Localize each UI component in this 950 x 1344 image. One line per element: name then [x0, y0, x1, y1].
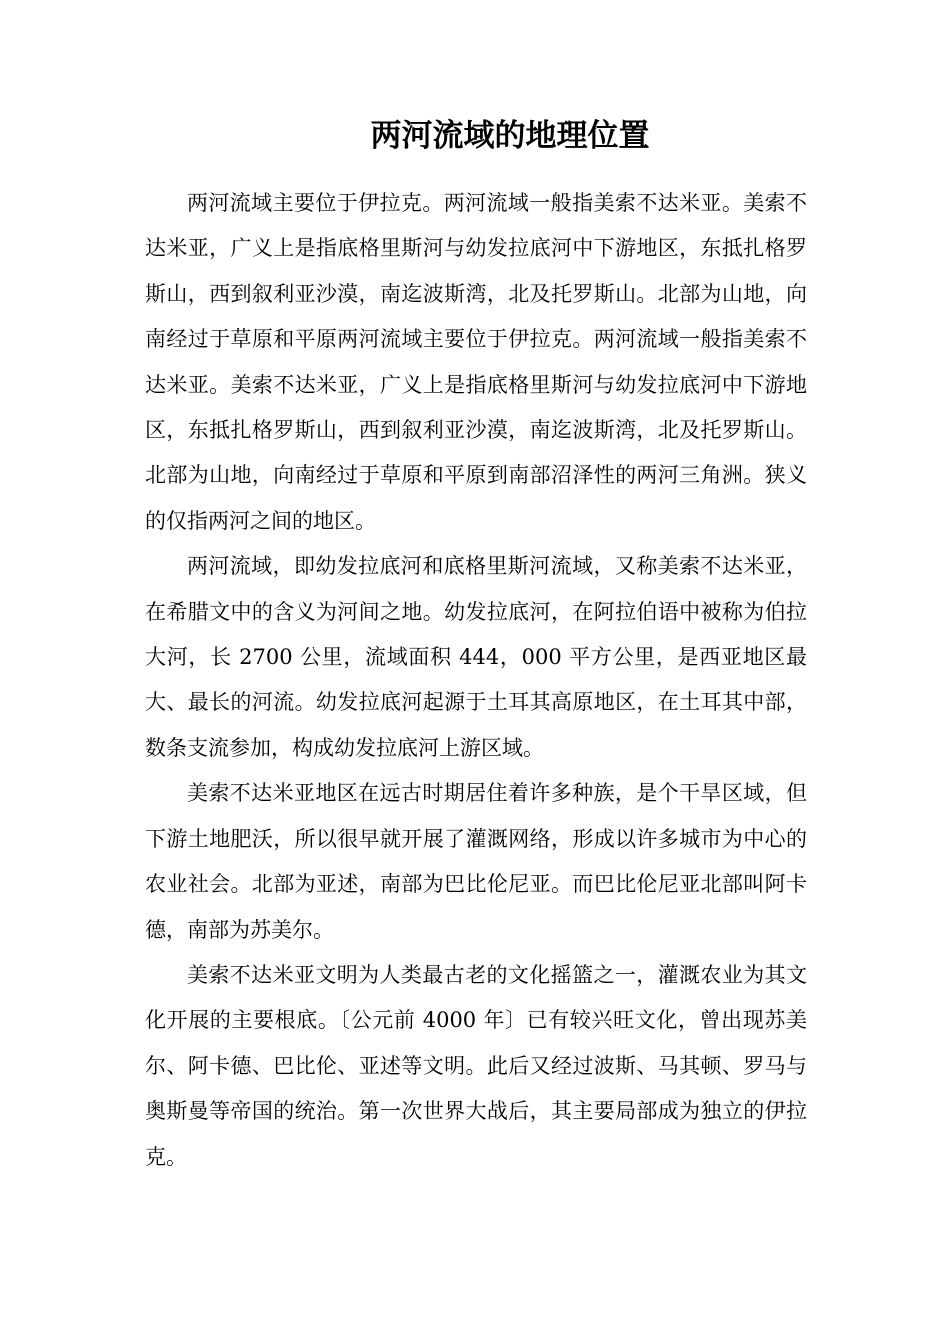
document-title: 两河流域的地理位置 [370, 118, 650, 154]
document-body [145, 181, 807, 1180]
paragraph-2: 两河流域，即幼发拉底河和底格里斯河流域，又称美索不达米亚，在希腊文中的含义为河间之地。幼发拉底河，在阿拉伯语中被称为伯拉大河，长 2700 公里，流域面积 444，000 平方公里，是西亚地区最大、最长的河流。幼发拉底河起源于土耳其高原地区，在土耳其中部，数条支流参加，构成幼发拉底河上游区域。 [145, 554, 807, 760]
paragraph-3: 美索不达米亚地区在远古时期居住着许多种族，是个干旱区域，但下游土地肥沃，所以很早就开展了灌溉网络，形成以许多城市为中心的农业社会。北部为亚述，南部为巴比伦尼亚。而巴比伦尼亚北部叫阿卡德，南部为苏美尔。 [145, 781, 807, 942]
paragraph-4: 美索不达米亚文明为人类最古老的文化摇篮之一，灌溉农业为其文化开展的主要根底。〔公元前 4000 年〕已有较兴旺文化，曾出现苏美尔、阿卡德、巴比伦、亚述等文明。此后又经过波斯、马其顿、罗马与奥斯曼等帝国的统治。第一次世界大战后，其主要局部成为独立的伊拉克。 [145, 962, 807, 1169]
paragraph-1: 两河流域主要位于伊拉克。两河流域一般指美索不达米亚。美索不达米亚，广义上是指底格里斯河与幼发拉底河中下游地区，东抵扎格罗斯山，西到叙利亚沙漠，南迄波斯湾，北及托罗斯山。北部为山地，向南经过于草原和平原两河流域主要位于伊拉克。两河流域一般指美索不达米亚。美索不达米亚，广义上是指底格里斯河与幼发拉底河中下游地区，东抵扎格罗斯山，西到叙利亚沙漠，南迄波斯湾，北及托罗斯山。北部为山地，向南经过于草原和平原到南部沼泽性的两河三角洲。狭义的仅指两河之间的地区。 [145, 191, 807, 533]
